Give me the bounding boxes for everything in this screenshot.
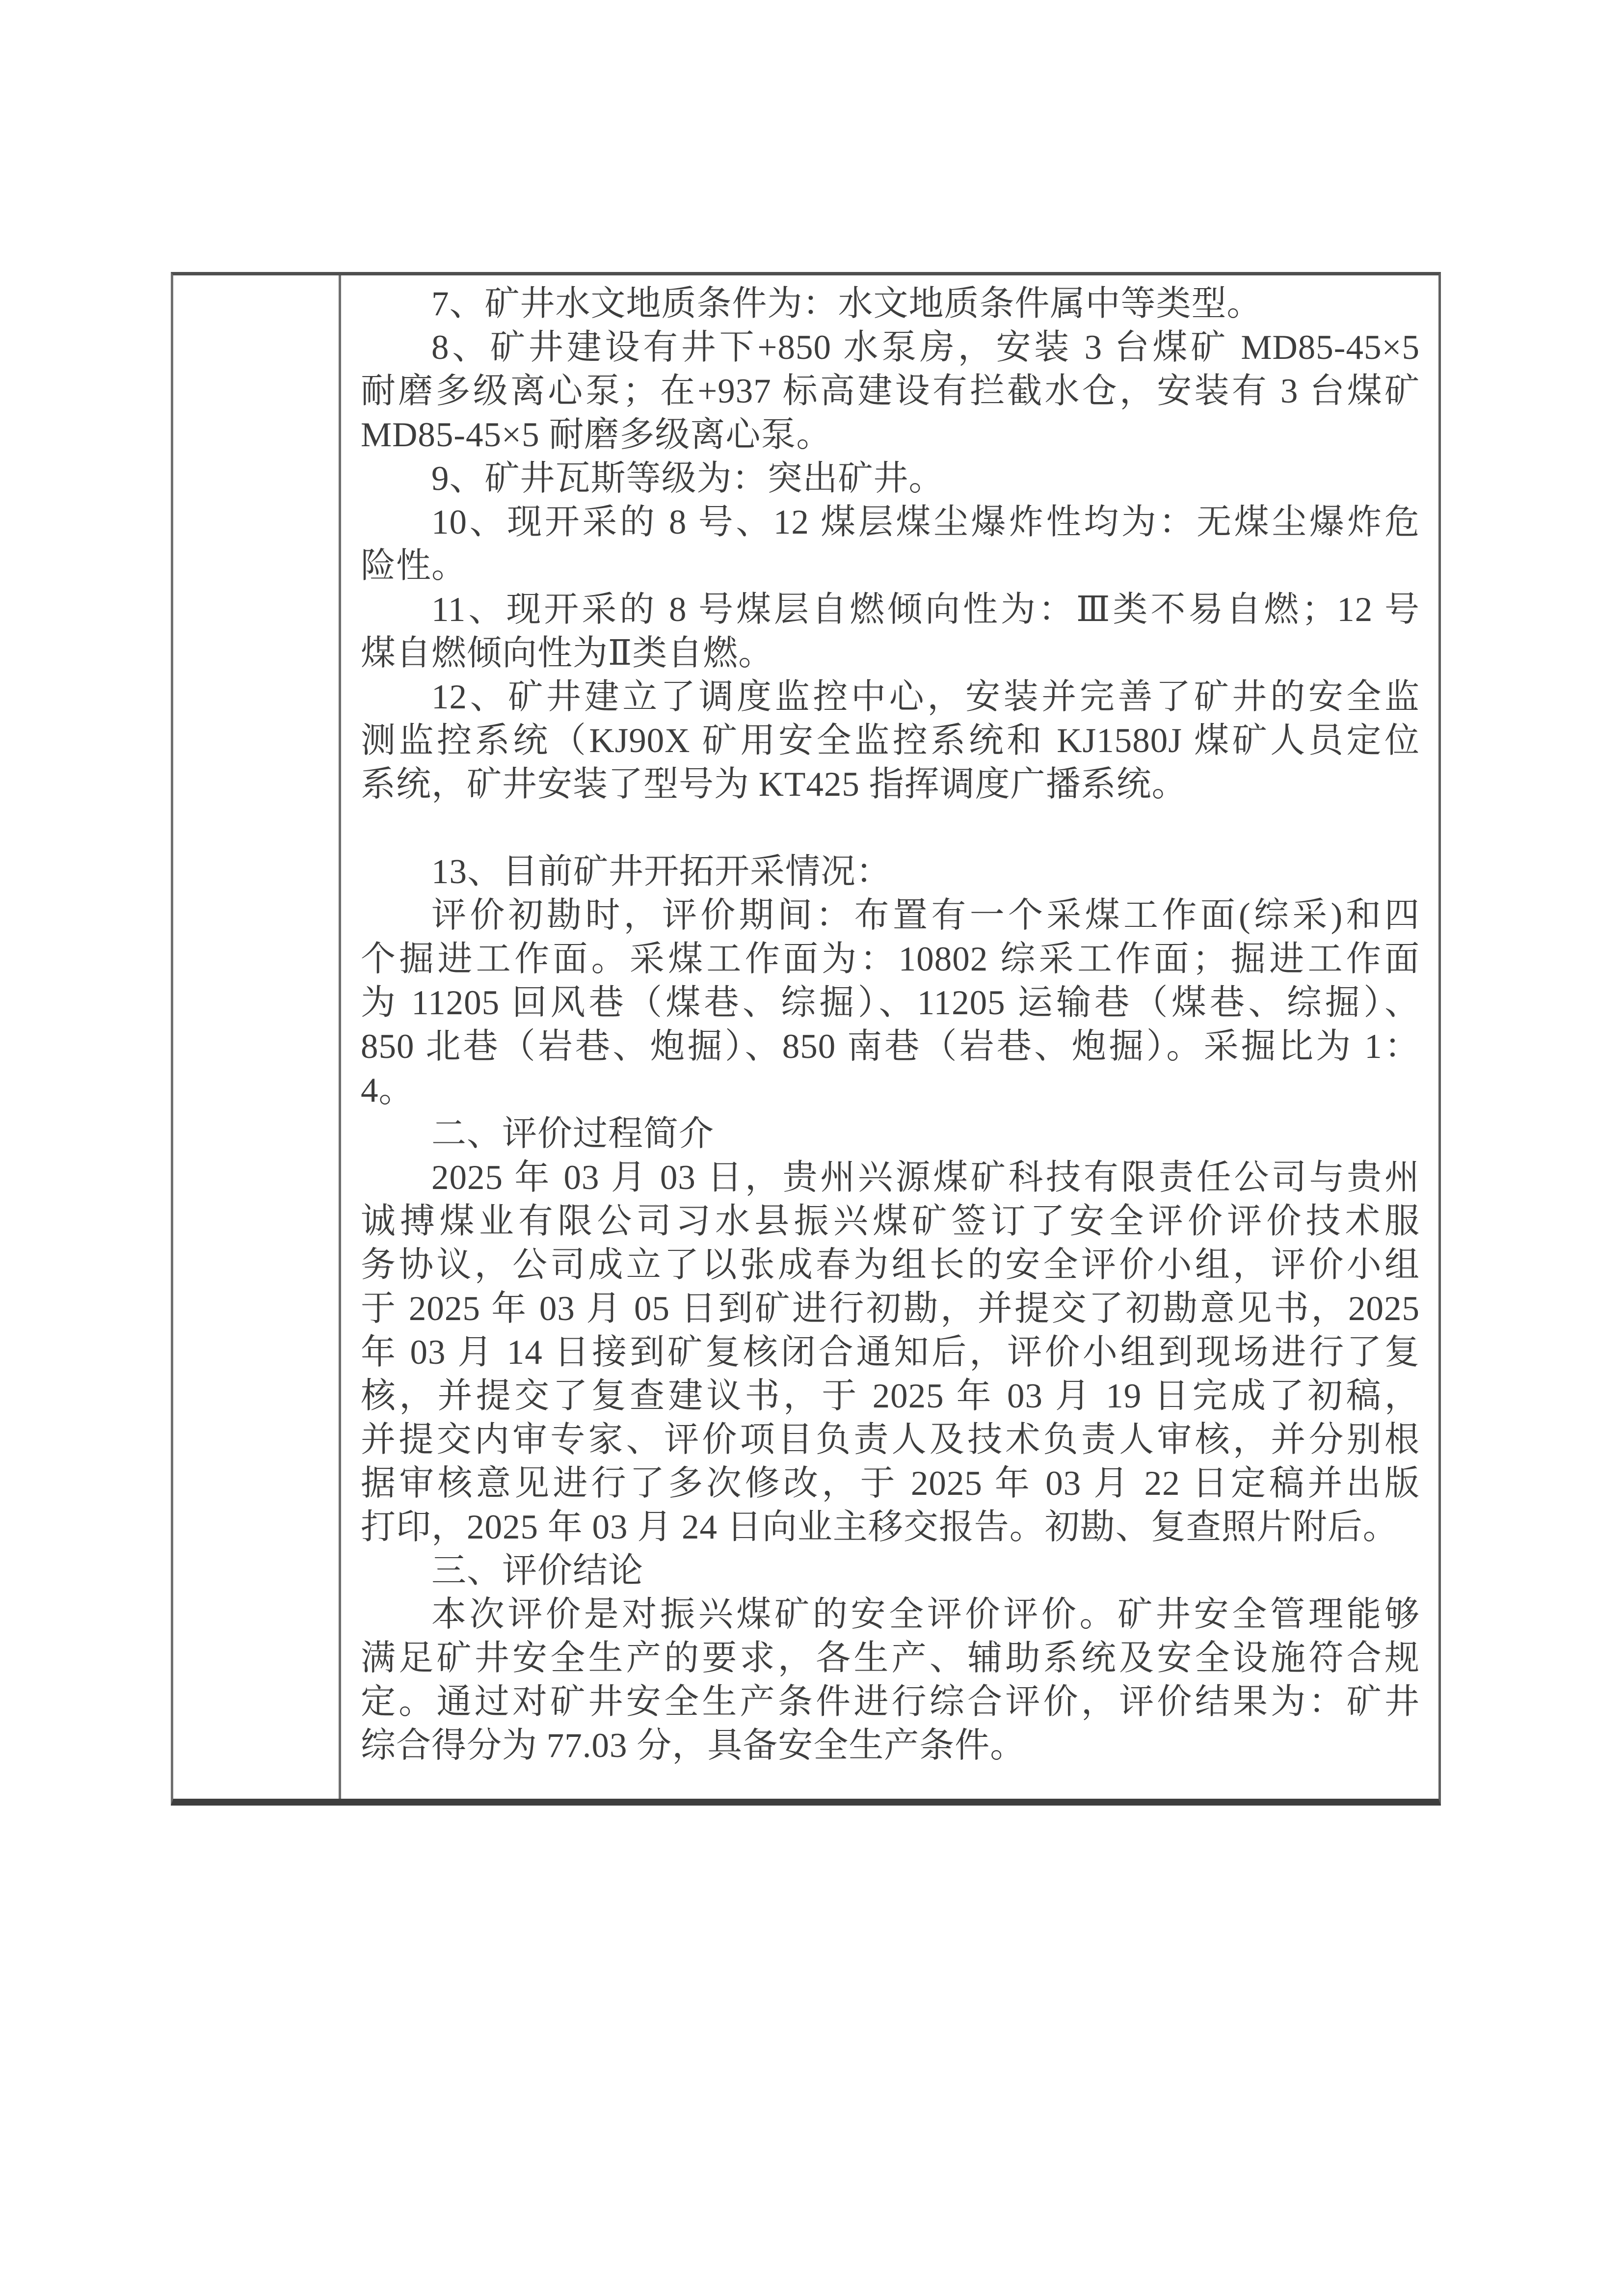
text-line: MD85-45×5 耐磨多级离心泵。	[361, 416, 832, 454]
text-line: 为 11205 回风巷（煤巷、综掘）、11205 运输巷（煤巷、综掘）、	[361, 984, 1420, 1022]
text-line: 诚搏煤业有限公司习水县振兴煤矿签订了安全评价评价技术服	[361, 1202, 1420, 1241]
text-line: 11、现开采的 8 号煤层自燃倾向性为：Ⅲ类不易自燃；12 号	[431, 591, 1420, 629]
text-line: 13、目前矿井开拓开采情况：	[431, 853, 892, 891]
text-line: 12、矿井建立了调度监控中心，安装并完善了矿井的安全监	[431, 678, 1420, 716]
text-line: 务协议，公司成立了以张成春为组长的安全评价小组，评价小组	[361, 1246, 1420, 1284]
text-line: 7、矿井水文地质条件为：水文地质条件属中等类型。	[431, 285, 1262, 323]
text-line: 4。	[361, 1071, 414, 1109]
content-lines	[361, 282, 1420, 1768]
text-line: 个掘进工作面。采煤工作面为：10802 综采工作面；掘进工作面	[361, 940, 1420, 978]
text-line: 满足矿井安全生产的要求，各生产、辅助系统及安全设施符合规	[361, 1639, 1420, 1677]
text-line: 定。通过对矿井安全生产条件进行综合评价，评价结果为：矿井	[361, 1683, 1420, 1721]
text-line: 煤自燃倾向性为Ⅱ类自燃。	[361, 634, 774, 673]
report-table	[171, 272, 1441, 1806]
text-line: 打印，2025 年 03 月 24 日向业主移交报告。初勘、复查照片附后。	[361, 1508, 1398, 1546]
text-line: 8、矿井建设有井下+850 水泵房，安装 3 台煤矿 MD85-45×5	[431, 328, 1420, 367]
text-line: 据审核意见进行了多次修改，于 2025 年 03 月 22 日定稿并出版	[361, 1464, 1420, 1503]
text-line: 2025 年 03 月 03 日，贵州兴源煤矿科技有限责任公司与贵州	[431, 1159, 1420, 1197]
text-line: 9、矿井瓦斯等级为：突出矿井。	[431, 459, 944, 498]
text-line: 系统，矿井安装了型号为 KT425 指挥调度广播系统。	[361, 765, 1187, 804]
text-line: 二、评价过程简介	[431, 1115, 715, 1153]
text-line: 10、现开采的 8 号、12 煤层煤尘爆炸性均为：无煤尘爆炸危	[431, 503, 1420, 541]
text-line: 于 2025 年 03 月 05 日到矿进行初勘，并提交了初勘意见书，2025	[361, 1290, 1420, 1328]
text-line: 年 03 月 14 日接到矿复核闭合通知后，评价小组到现场进行了复	[361, 1333, 1420, 1372]
text-line: 综合得分为 77.03 分，具备安全生产条件。	[361, 1727, 1026, 1765]
blank-line	[361, 807, 1420, 850]
text-line: 三、评价结论	[431, 1552, 644, 1590]
table-left-column-cell	[173, 275, 341, 1799]
text-line: 850 北巷（岩巷、炮掘）、850 南巷（岩巷、炮掘）。采掘比为 1：	[361, 1027, 1420, 1066]
text-line: 核，并提交了复查建议书，于 2025 年 03 月 19 日完成了初稿，	[361, 1377, 1420, 1415]
text-line: 本次评价是对振兴煤矿的安全评价评价。矿井安全管理能够	[431, 1595, 1420, 1634]
table-content-cell	[341, 275, 1438, 1799]
text-line: 耐磨多级离心泵；在+937 标高建设有拦截水仓，安装有 3 台煤矿	[361, 372, 1420, 410]
text-line: 险性。	[361, 547, 467, 585]
text-line: 测监控系统（KJ90X 矿用安全监控系统和 KJ1580J 煤矿人员定位	[361, 722, 1420, 760]
text-line: 并提交内审专家、评价项目负责人及技术负责人审核，并分别根	[361, 1421, 1420, 1459]
text-line: 评价初勘时，评价期间：布置有一个采煤工作面(综采)和四	[431, 896, 1420, 935]
